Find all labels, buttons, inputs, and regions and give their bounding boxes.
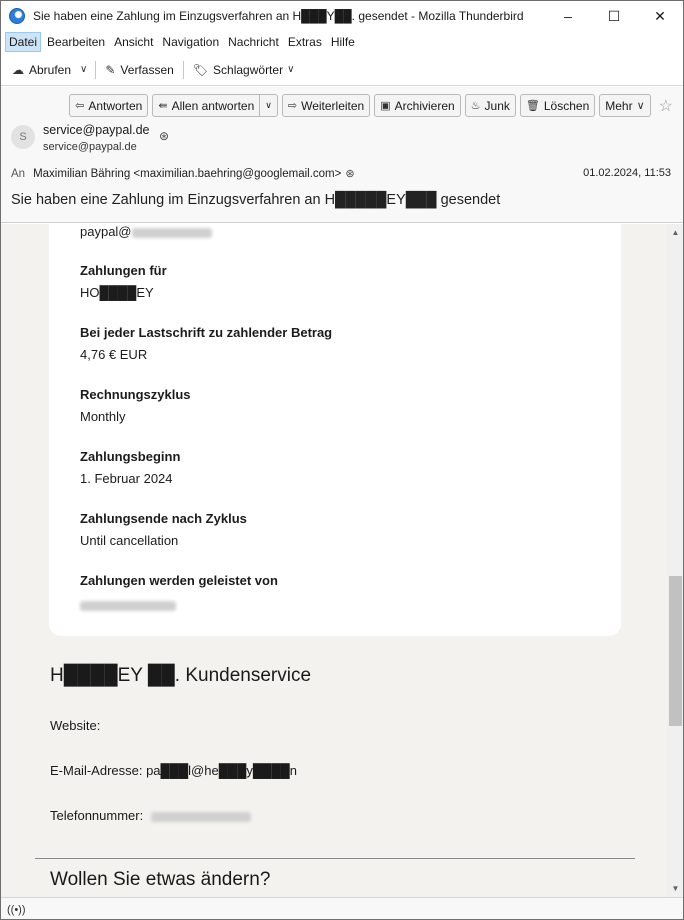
scroll-up-icon[interactable]: ▲ — [671, 228, 680, 237]
window-title: Sie haben eine Zahlung im Einzugsverfahren an H███Y██. gesendet - Mozilla Thunderbird — [33, 9, 524, 23]
payment-start-value: 1. Februar 2024 — [80, 471, 173, 486]
menu-datei[interactable]: Datei — [5, 32, 41, 52]
phone-line — [50, 808, 251, 823]
menu-navigation[interactable]: Navigation — [162, 34, 220, 49]
tags-label: Schlagwörter — [213, 62, 284, 77]
delete-label: Löschen — [543, 98, 590, 113]
minimize-button[interactable]: – — [564, 8, 572, 24]
merchant-email — [80, 224, 212, 239]
menu-bar — [1, 31, 683, 52]
get-messages-label: Abrufen — [29, 62, 72, 77]
reply-all-button[interactable] — [152, 94, 278, 117]
to-label: An — [11, 167, 26, 180]
archive-label: Archivieren — [394, 98, 455, 113]
payment-end-label: Zahlungsende nach Zyklus — [80, 511, 247, 526]
paid-by-value — [80, 597, 176, 612]
payments-for-value: HO████EY — [80, 285, 154, 300]
message-date: 01.02.2024, 11:53 — [583, 167, 671, 179]
get-messages-dropdown-icon[interactable]: ∨ — [80, 64, 88, 75]
menu-nachricht[interactable]: Nachricht — [228, 34, 279, 49]
recipient-address[interactable]: Maximilian Bähring <maximilian.baehring@googlemail.com> — [33, 167, 342, 180]
menu-ansicht[interactable]: Ansicht — [114, 34, 154, 49]
change-heading: Wollen Sie etwas ändern? — [50, 869, 271, 890]
billing-cycle-label: Rechnungszyklus — [80, 387, 191, 402]
add-contact-icon[interactable]: ⊛ — [345, 168, 355, 180]
compose-button[interactable] — [100, 58, 178, 82]
reply-all-label: Allen antworten — [171, 98, 255, 113]
sender-avatar: S — [11, 125, 35, 149]
window-controls — [545, 1, 683, 31]
redacted-text — [151, 812, 251, 822]
archive-button[interactable] — [374, 94, 460, 117]
chevron-down-icon: ∨ — [636, 100, 645, 112]
toolbar-separator — [183, 61, 184, 79]
reply-icon: ⇦ — [75, 100, 85, 112]
menu-bearbeiten[interactable]: Bearbeiten — [47, 34, 106, 49]
compose-label: Verfassen — [120, 62, 174, 77]
payments-for-label: Zahlungen für — [80, 263, 167, 278]
customer-service-title: H████EY ██. Kundenservice — [50, 665, 312, 686]
online-status-icon[interactable]: ((•)) — [7, 903, 26, 916]
menu-hilfe[interactable]: Hilfe — [330, 34, 355, 49]
junk-label: Junk — [484, 98, 510, 113]
tags-button[interactable] — [188, 58, 304, 82]
payment-start-label: Zahlungsbeginn — [80, 449, 181, 464]
merchant-email-prefix: paypal@ — [80, 224, 132, 239]
message-subject: Sie haben eine Zahlung im Einzugsverfahren an H█████EY███ gesendet — [11, 192, 501, 208]
website-label: Website: — [50, 718, 101, 733]
payment-end-value: Until cancellation — [80, 533, 179, 548]
more-button[interactable] — [599, 94, 650, 117]
recipient-row — [11, 167, 355, 180]
email-line: E-Mail-Adresse: pa███l@he███y████n — [50, 763, 297, 778]
message-body — [1, 224, 667, 897]
tag-icon: 🏷 — [192, 62, 209, 77]
reply-all-icon: ⇚ — [158, 100, 168, 112]
pencil-icon: ✎ — [105, 62, 116, 77]
junk-button[interactable] — [465, 94, 516, 117]
message-header — [1, 87, 683, 223]
billing-cycle-value: Monthly — [80, 409, 126, 424]
title-bar — [1, 1, 683, 31]
forward-icon: ⇨ — [287, 100, 298, 112]
reply-all-dropdown-icon[interactable]: ∨ — [259, 95, 277, 116]
download-cloud-icon: ☁ — [12, 62, 24, 77]
scroll-down-icon[interactable]: ▼ — [671, 884, 680, 893]
fire-icon: ♨ — [470, 100, 481, 112]
status-bar — [1, 897, 683, 920]
forward-label: Weiterleiten — [301, 98, 365, 113]
vertical-scrollbar[interactable] — [667, 224, 684, 897]
redacted-text — [132, 228, 212, 238]
sender-address: service@paypal.de — [43, 141, 137, 153]
sender-name[interactable]: service@paypal.de — [43, 123, 150, 137]
toolbar-separator — [95, 61, 96, 79]
get-messages-button[interactable] — [7, 58, 76, 82]
forward-button[interactable] — [282, 94, 370, 117]
reply-label: Antworten — [88, 98, 143, 113]
reply-button[interactable] — [69, 94, 148, 117]
thunderbird-app-icon — [9, 8, 25, 24]
amount-value: 4,76 € EUR — [80, 347, 148, 362]
header-actions — [65, 94, 673, 117]
maximize-button[interactable]: ☐ — [607, 7, 621, 24]
amount-label: Bei jeder Lastschrift zu zahlender Betrag — [80, 325, 333, 340]
trash-icon: 🗑 — [525, 100, 540, 112]
delete-button[interactable] — [520, 94, 595, 117]
redacted-text — [80, 601, 176, 611]
divider — [35, 858, 635, 859]
close-button[interactable]: ✕ — [654, 7, 666, 24]
add-contact-icon[interactable]: ⊛ — [159, 129, 170, 143]
main-toolbar — [1, 54, 683, 86]
menu-extras[interactable]: Extras — [287, 34, 322, 49]
star-icon[interactable]: ☆ — [658, 97, 673, 115]
more-label: Mehr — [605, 98, 633, 113]
chevron-down-icon: ∨ — [287, 64, 295, 75]
phone-label: Telefonnummer: — [50, 808, 144, 823]
paid-by-label: Zahlungen werden geleistet von — [80, 573, 278, 588]
archive-icon: ▣ — [380, 100, 391, 112]
scrollbar-thumb[interactable] — [669, 576, 682, 726]
